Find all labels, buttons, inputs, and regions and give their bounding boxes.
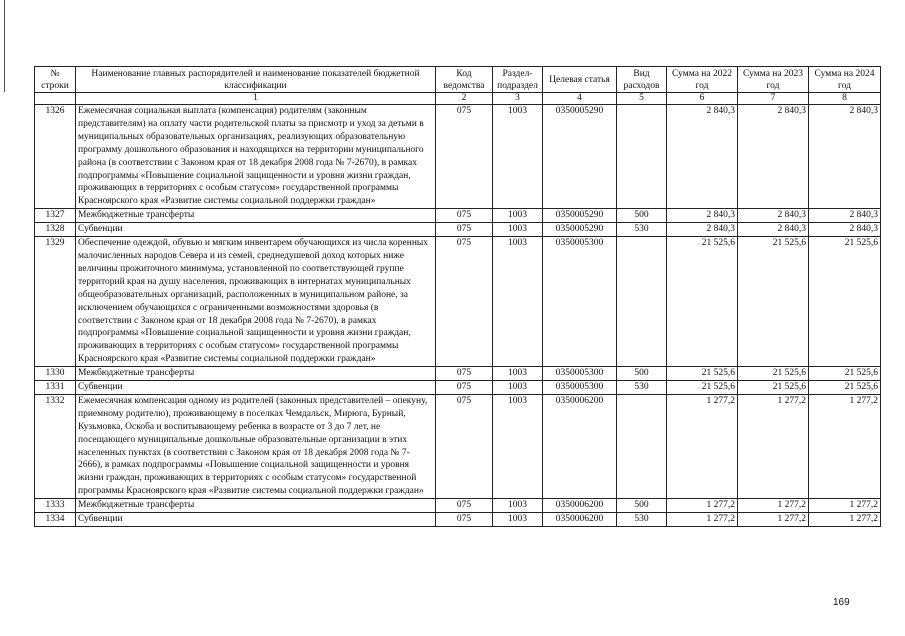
row-number: 1328 — [35, 223, 76, 237]
header-target: Целевая статья — [543, 67, 617, 93]
row-number: 1327 — [35, 209, 76, 223]
row-section: 1003 — [493, 513, 543, 527]
row-sum-2024: 2 840,3 — [809, 105, 881, 209]
page-number: 169 — [833, 597, 850, 608]
column-number: 5 — [617, 93, 667, 105]
row-target: 0350005290 — [543, 209, 617, 223]
row-section: 1003 — [493, 394, 543, 498]
row-dept-code: 075 — [436, 367, 493, 381]
row-sum-2023: 21 525,6 — [738, 237, 809, 367]
row-section: 1003 — [493, 223, 543, 237]
row-section: 1003 — [493, 367, 543, 381]
row-sum-2024: 1 277,2 — [809, 513, 881, 527]
row-number: 1331 — [35, 381, 76, 395]
row-sum-2023: 21 525,6 — [738, 367, 809, 381]
header-row-number: № строки — [35, 67, 76, 93]
row-dept-code: 075 — [436, 237, 493, 367]
table-row — [35, 237, 881, 367]
table-row — [35, 223, 881, 237]
column-number-row — [35, 93, 881, 105]
row-name: Межбюджетные трансферты — [76, 499, 436, 513]
row-sum-2022: 1 277,2 — [667, 394, 738, 498]
row-sum-2022: 2 840,3 — [667, 209, 738, 223]
column-number: 2 — [436, 93, 493, 105]
row-sum-2022: 21 525,6 — [667, 237, 738, 367]
row-sum-2024: 21 525,6 — [809, 367, 881, 381]
row-sum-2024: 1 277,2 — [809, 499, 881, 513]
row-dept-code: 075 — [436, 209, 493, 223]
row-sum-2024: 21 525,6 — [809, 381, 881, 395]
table-row — [35, 209, 881, 223]
table-row — [35, 513, 881, 527]
row-dept-code: 075 — [436, 223, 493, 237]
row-expense-kind: 530 — [617, 513, 667, 527]
row-name: Субвенции — [76, 513, 436, 527]
row-dept-code: 075 — [436, 394, 493, 498]
row-sum-2023: 1 277,2 — [738, 499, 809, 513]
row-name: Межбюджетные трансферты — [76, 209, 436, 223]
row-target: 0350005290 — [543, 223, 617, 237]
column-number: 7 — [738, 93, 809, 105]
row-sum-2023: 1 277,2 — [738, 394, 809, 498]
row-sum-2023: 1 277,2 — [738, 513, 809, 527]
row-sum-2022: 21 525,6 — [667, 367, 738, 381]
row-section: 1003 — [493, 237, 543, 367]
column-number: 4 — [543, 93, 617, 105]
row-number: 1326 — [35, 105, 76, 209]
row-target: 0350005290 — [543, 105, 617, 209]
row-sum-2023: 2 840,3 — [738, 105, 809, 209]
row-sum-2022: 1 277,2 — [667, 499, 738, 513]
row-sum-2023: 21 525,6 — [738, 381, 809, 395]
column-number: 6 — [667, 93, 738, 105]
row-name: Обеспечение одеждой, обувью и мягким инвентарем обучающихся из числа коренных малочисленных народов Севера и из семей, среднедушевой доход которых ниже величины прожиточного минимума, установленной по соответствующей группе территорий края на душу населения, проживающих в интернатах муниципальных общеобразовательных организаций, расположенных в муниципальном районе, за исключением обучающихся с ограниченными возможностями здоровья (в соответствии с Законом края от 18 декабря 2008 года № 7-2670), в рамках подпрограммы «Повышение социальной защищенности и уровня жизни граждан, проживающих в территориях с особым статусом» государственной программы Красноярского края «Развитие системы социальной поддержки граждан» — [76, 237, 436, 367]
table-row — [35, 394, 881, 498]
row-number: 1333 — [35, 499, 76, 513]
row-expense-kind: 530 — [617, 223, 667, 237]
row-number: 1334 — [35, 513, 76, 527]
row-target: 0350005300 — [543, 237, 617, 367]
row-target: 0350005300 — [543, 367, 617, 381]
row-expense-kind — [617, 237, 667, 367]
row-sum-2024: 21 525,6 — [809, 237, 881, 367]
column-number: 3 — [493, 93, 543, 105]
column-number: 1 — [76, 93, 436, 105]
row-section: 1003 — [493, 499, 543, 513]
row-sum-2022: 1 277,2 — [667, 513, 738, 527]
row-sum-2022: 2 840,3 — [667, 105, 738, 209]
header-expense-kind: Вид расходов — [617, 67, 667, 93]
row-dept-code: 075 — [436, 381, 493, 395]
header-section: Раздел-подраздел — [493, 67, 543, 93]
header-sum-2022: Сумма на 2022 год — [667, 67, 738, 93]
header-dept-code: Код ведомства — [436, 67, 493, 93]
row-name: Субвенции — [76, 223, 436, 237]
row-dept-code: 075 — [436, 105, 493, 209]
row-section: 1003 — [493, 105, 543, 209]
row-sum-2022: 2 840,3 — [667, 223, 738, 237]
row-name: Ежемесячная социальная выплата (компенсация) родителям (законным представителям) на оплату части родительской платы за присмотр и уход за детьми в муниципальных образовательных организациях, реализующих образовательную программу дошкольного образования и находящихся на территории муниципального района (в соответствии с Законом края от 18 декабря 2008 года № 7-2670), в рамках подпрограммы «Повышение социальной защищенности и уровня жизни граждан, проживающих в территориях с особым статусом» государственной программы Красноярского края «Развитие системы социальной поддержки граждан» — [76, 105, 436, 209]
row-target: 0350006200 — [543, 513, 617, 527]
row-sum-2024: 2 840,3 — [809, 209, 881, 223]
table-row — [35, 499, 881, 513]
row-target: 0350006200 — [543, 499, 617, 513]
row-expense-kind: 500 — [617, 367, 667, 381]
row-expense-kind: 530 — [617, 381, 667, 395]
header-sum-2023: Сумма на 2023 год — [738, 67, 809, 93]
row-dept-code: 075 — [436, 499, 493, 513]
row-expense-kind: 500 — [617, 209, 667, 223]
header-sum-2024: Сумма на 2024 год — [809, 67, 881, 93]
column-number — [35, 93, 76, 105]
table-row — [35, 105, 881, 209]
row-name: Межбюджетные трансферты — [76, 367, 436, 381]
row-name: Субвенции — [76, 381, 436, 395]
budget-table — [34, 66, 881, 527]
row-expense-kind — [617, 105, 667, 209]
table-row — [35, 367, 881, 381]
row-sum-2023: 2 840,3 — [738, 223, 809, 237]
row-number: 1330 — [35, 367, 76, 381]
row-dept-code: 075 — [436, 513, 493, 527]
row-target: 0350006200 — [543, 394, 617, 498]
row-name: Ежемесячная компенсация одному из родителей (законных представителей – опекуну, приемному родителю), проживающему в поселках Чемдальск, Мирюга, Бурный, Кузьмовка, Оскоба и воспитывающему ребенка в возрасте от 3 до 7 лет, не посещающего муниципальные дошкольные образовательные организации в этих населенных пунктах (в соответствии с Законом края от 18 декабря 2008 года № 7-2666), в рамках подпрограммы «Повышение социальной защищенности и уровня жизни граждан, проживающих в территориях с особым статусом» государственной программы Красноярского края «Развитие системы социальной поддержки граждан» — [76, 394, 436, 498]
header-row — [35, 67, 881, 93]
row-number: 1329 — [35, 237, 76, 367]
row-expense-kind — [617, 394, 667, 498]
column-number: 8 — [809, 93, 881, 105]
row-section: 1003 — [493, 209, 543, 223]
row-target: 0350005300 — [543, 381, 617, 395]
row-sum-2023: 2 840,3 — [738, 209, 809, 223]
margin-rule — [4, 0, 5, 92]
row-sum-2024: 2 840,3 — [809, 223, 881, 237]
header-name: Наименование главных распорядителей и наименование показателей бюджетной классификации — [76, 67, 436, 93]
row-section: 1003 — [493, 381, 543, 395]
row-sum-2022: 21 525,6 — [667, 381, 738, 395]
row-expense-kind: 500 — [617, 499, 667, 513]
row-number: 1332 — [35, 394, 76, 498]
row-sum-2024: 1 277,2 — [809, 394, 881, 498]
table-row — [35, 381, 881, 395]
